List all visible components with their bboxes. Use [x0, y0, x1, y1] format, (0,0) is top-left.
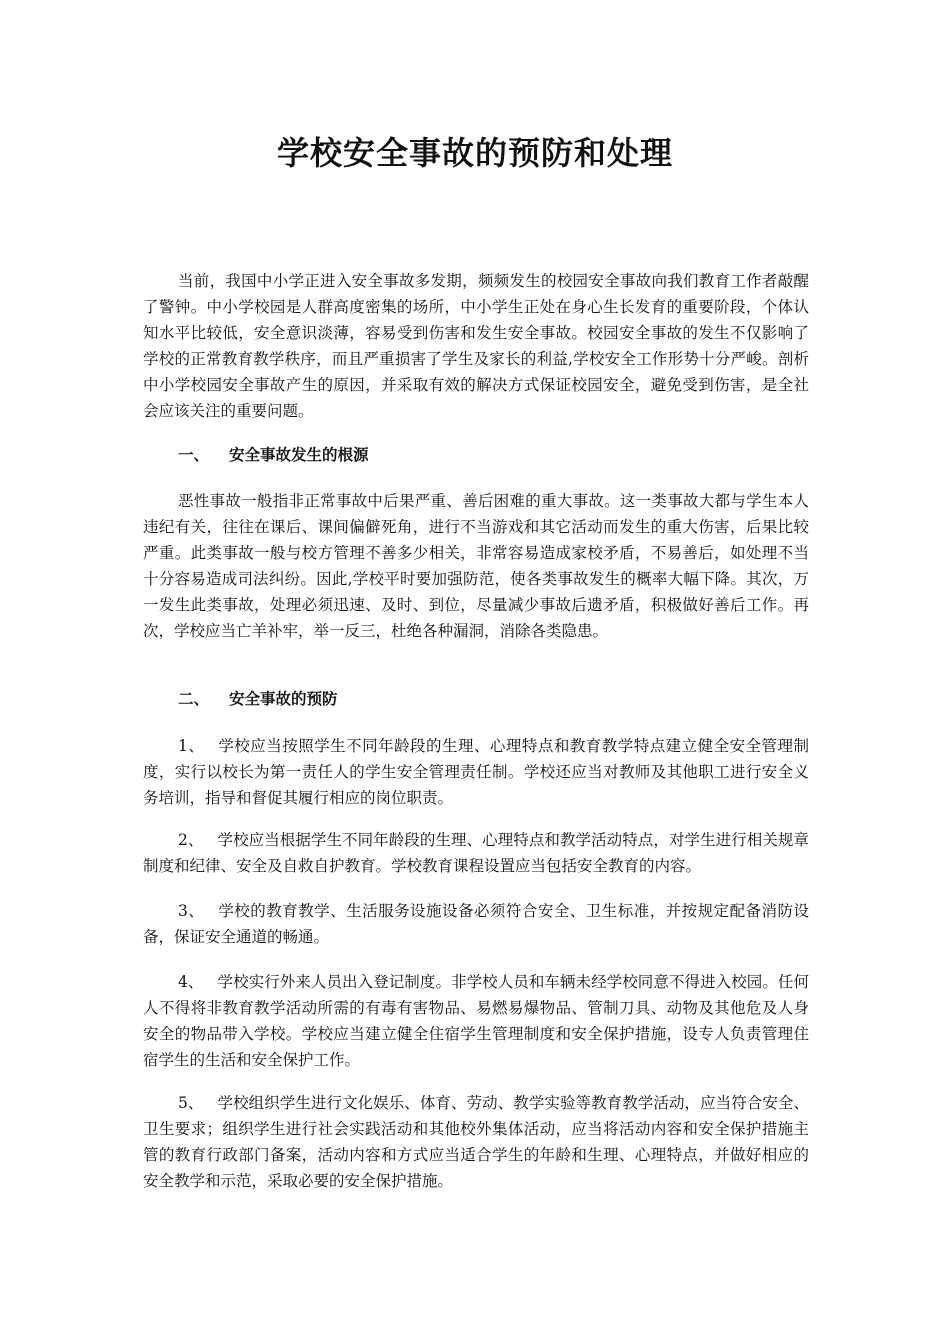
section-heading-2 [178, 686, 338, 712]
list-item [143, 969, 809, 1073]
item-text: 学校组织学生进行文化娱乐、体育、劳动、教学实验等教育教学活动，应当符合安全、卫生要求；组织学生进行社会实践活动和其他校外集体活动，应当将活动内容和安全保护措施主管的教育行政部门备案，活动内容和方式应当适合学生的年龄和生理、心理特点，并做好相应的安全教学和示范，采取必要的安全保护措施。 [143, 1094, 809, 1190]
section1-paragraph: 恶性事故一般指非正常事故中后果严重、善后困难的重大事故。这一类事故大都与学生本人违纪有关，往往在课后、课间偏僻死角，进行不当游戏和其它活动而发生的重大伤害，后果比较严重。此类事故一般与校方管理不善多少相关，非常容易造成家校矛盾，不易善后，如处理不当十分容易造成司法纠纷。因此,学校平时要加强防范，使各类事故发生的概率大幅下降。其次，万一发生此类事故，处理必须迅速、及时、到位，尽量减少事故后遗矛盾，积极做好善后工作。再次，学校应当亡羊补牢，举一反三，杜绝各种漏洞，消除各类隐患。 [143, 492, 809, 640]
item-text: 学校的教育教学、生活服务设施设备必须符合安全、卫生标准，并按规定配备消防设备，保证安全通道的畅通。 [143, 902, 809, 946]
item-number: 3、 [178, 902, 205, 920]
section-number: 一、 [178, 445, 210, 464]
item-number: 4、 [178, 973, 204, 991]
item-text: 学校应当根据学生不同年龄段的生理、心理特点和教学活动特点，对学生进行相关规章制度和纪律、安全及自救自护教育。学校教育课程设置应当包括安全教育的内容。 [143, 831, 809, 875]
list-item [143, 1090, 809, 1194]
document-title: 学校安全事故的预防和处理 [276, 134, 673, 172]
item-number: 1、 [178, 737, 205, 755]
section-heading-text: 安全事故的预防 [229, 689, 338, 708]
list-item [143, 827, 809, 879]
list-item [143, 898, 809, 950]
section-heading-1 [178, 442, 369, 468]
section-number: 二、 [178, 689, 210, 708]
item-number: 2、 [178, 831, 204, 849]
item-number: 5、 [178, 1094, 204, 1112]
section-heading-text: 安全事故发生的根源 [229, 445, 369, 464]
intro-paragraph: 当前，我国中小学正进入安全事故多发期，频频发生的校园安全事故向我们教育工作者敲醒了警钟。中小学校园是人群高度密集的场所，中小学生正处在身心生长发育的重要阶段，个体认知水平比较低，安全意识淡薄，容易受到伤害和发生安全事故。校园安全事故的发生不仅影响了学校的正常教育教学秩序，而且严重损害了学生及家长的利益,学校安全工作形势十分严峻。剖析中小学校园安全事故产生的原因，并采取有效的解决方式保证校园安全，避免受到伤害，是全社会应该关注的重要问题。 [143, 272, 809, 420]
list-item [143, 733, 809, 811]
item-text: 学校应当按照学生不同年龄段的生理、心理特点和教育教学特点建立健全安全管理制度，实行以校长为第一责任人的学生安全管理责任制。学校还应当对教师及其他职工进行安全义务培训，指导和督促其履行相应的岗位职责。 [143, 737, 809, 807]
item-text: 学校实行外来人员出入登记制度。非学校人员和车辆未经学校同意不得进入校园。任何人不得将非教育教学活动所需的有毒有害物品、易燃易爆物品、管制刀具、动物及其他危及人身安全的物品带入学校。学校应当建立健全住宿学生管理制度和安全保护措施，设专人负责管理住宿学生的生活和安全保护工作。 [143, 973, 809, 1069]
